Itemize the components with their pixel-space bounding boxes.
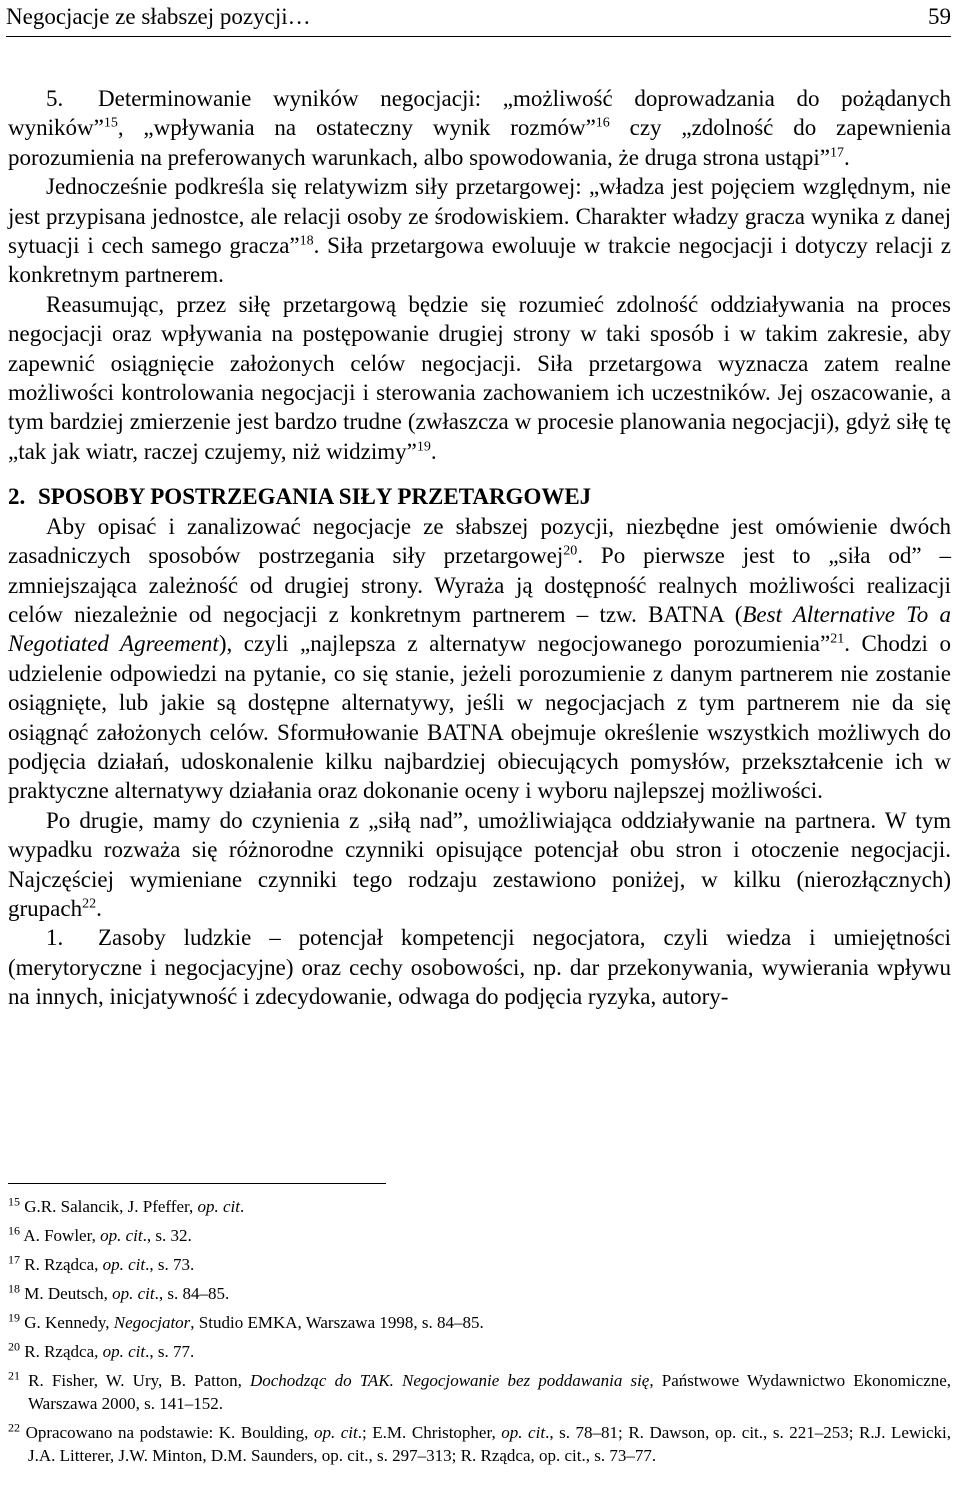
page-number: 59 bbox=[928, 4, 951, 29]
footnote-20: $^{20}$ R. Rządca, op. cit., s. 77. bbox=[8, 1339, 195, 1361]
footnote-15: $^{15}$ G.R. Salancik, J. Pfeffer, op. cit. bbox=[8, 1194, 245, 1216]
footnote-separator bbox=[8, 1183, 386, 1184]
footnote-ref: 22 bbox=[82, 896, 97, 912]
paragraph: Jednocześnie podkreśla się relatywizm siły przetargowej: „władza jest pojęciem względnym, nie jest przypisana jednostce, ale relacji osoby ze środowiskiem. Charakter władzy gracza wynika z danej sytuacji i cech samego gracza”$^{18}$. Siła przetargowa ewoluuje w trakcie negocjacji i dotyczy relacji z konkretnym partnerem. bbox=[8, 174, 951, 288]
section-heading bbox=[8, 482, 951, 511]
paragraph-5: 5. Determinowanie wyników negocjacji: „możliwość doprowadzania do pożądanych wyników”$^{15}$, „wpływania na ostateczny wynik rozmów”$^{16}$ czy „zdolność do zapewnienia porozumienia na preferowanych warunkach, albo spowodowania, że druga strona ustąpi”$^{17}$. bbox=[8, 86, 951, 170]
list-item: 1. Zasoby ludzkie – potencjał kompetencji negocjatora, czyli wiedza i umiejętności (merytoryczne i negocjacyjne) oraz cechy osobowości, np. dar przekonywania, wywierania wpływu na innych, inicjatywność i zdecydowanie, odwaga do podjęcia ryzyka, autory- bbox=[8, 925, 951, 1010]
running-header bbox=[6, 4, 951, 37]
footnote-ref: 21 bbox=[830, 631, 845, 647]
footnote-22: $^{22}$ Opracowano na podstawie: K. Boulding, op. cit.; E.M. Christopher, op. cit., s. 78–81; R. Dawson, op. cit., s. 221–253; R.J. Lewicki, J.A. Litterer, J.W. Minton, D.M. Saunders, op. cit., s. 297–313; R. Rządca, op. cit., s. 73–77. bbox=[8, 1420, 951, 1465]
list-number: 5. bbox=[46, 86, 64, 111]
footnote-ref: 16 bbox=[595, 115, 610, 131]
paragraph: Aby opisać i zanalizować negocjacje ze słabszej pozycji, niezbędne jest omówienie dwóch zasadniczych sposobów postrzegania siły przetargowej$^{20}$. Po pierwsze jest to „siła od” – zmniejszająca zależność od drugiej strony. Wyraża ją dostępność realnych możliwości realizacji celów niezależnie od negocjacji z konkretnym partnerem – tzw. BATNA (Best Alternative To a Negotiated Agreement), czyli „najlepsza z alternatyw negocjowanego porozumienia”$^{21}$. Chodzi o udzielenie odpowiedzi na pytanie, co się stanie, jeżeli porozumienie z danym partnerem nie zostanie osiągnięte, lub jakie są dostępne alternatywy, jeśli w negocjacjach z tym partnerem nie da się osiągnąć założonych celów. Sformułowanie BATNA obejmuje określenie wszystkich możliwych do podjęcia działań, udoskonalenie kilku najbardziej obiecujących pomysłów, przekształcenie ich w praktyczne alternatywy działania oraz dokonanie oceny i wyboru najlepszej możliwości. bbox=[8, 513, 951, 804]
running-title: Negocjacje ze słabszej pozycji… bbox=[6, 4, 311, 29]
footnote-17: $^{17}$ R. Rządca, op. cit., s. 73. bbox=[8, 1252, 195, 1274]
footnote-ref: 20 bbox=[563, 543, 578, 559]
paragraph: Po drugie, mamy do czynienia z „siłą nad”, umożliwiająca oddziaływanie na partnera. W tym wypadku rozważa się różnorodne czynniki opisujące potencjał obu stron i otoczenie negocjacji. Najczęściej wymieniane czynniki tego rodzaju zestawiono poniżej, w kilku (nierozłącznych) grupach$^{22}$. bbox=[8, 807, 951, 921]
section-title: SPOSOBY POSTRZEGANIA SIŁY PRZETARGOWEJ bbox=[38, 484, 592, 510]
main-text bbox=[8, 84, 951, 1012]
footnote-19: $^{19}$ G. Kennedy, Negocjator, Studio EMKA, Warszawa 1998, s. 84–85. bbox=[8, 1310, 484, 1332]
paragraph: Reasumując, przez siłę przetargową będzie się rozumieć zdolność oddziaływania na proces negocjacji oraz wpływania na postępowanie drugiej strony w taki sposób i w takim zakresie, aby zapewnić osiągnięcie założonych celów negocjacji. Siła przetargowa wyznacza zatem realne możliwości kontrolowania negocjacji i sterowania zachowaniem ich uczestników. Jej oszacowanie, a tym bardziej zmierzenie jest bardzo trudne (zwłaszcza w procesie planowania negocjacji), gdyż siłę tę „tak jak wiatr, raczej czujemy, niż widzimy”$^{19}$. bbox=[8, 291, 951, 464]
list-number: 1. bbox=[46, 925, 64, 951]
footnote-21: $^{21}$ R. Fisher, W. Ury, B. Patton, Dochodząc do TAK. Negocjowanie bez poddawania się, Państwowe Wydawnictwo Ekonomiczne, Warszawa 2000, s. 141–152. bbox=[8, 1368, 951, 1413]
footnote-16: $^{16}$ A. Fowler, op. cit., s. 32. bbox=[8, 1223, 192, 1245]
footnotes bbox=[8, 1195, 951, 1473]
footnote-ref: 15 bbox=[103, 115, 118, 131]
section-number: 2. bbox=[8, 484, 26, 510]
footnote-18: $^{18}$ M. Deutsch, op. cit., s. 84–85. bbox=[8, 1281, 230, 1303]
footnote-ref: 18 bbox=[299, 233, 314, 249]
footnote-ref: 19 bbox=[416, 439, 431, 455]
footnote-ref: 17 bbox=[829, 145, 844, 161]
